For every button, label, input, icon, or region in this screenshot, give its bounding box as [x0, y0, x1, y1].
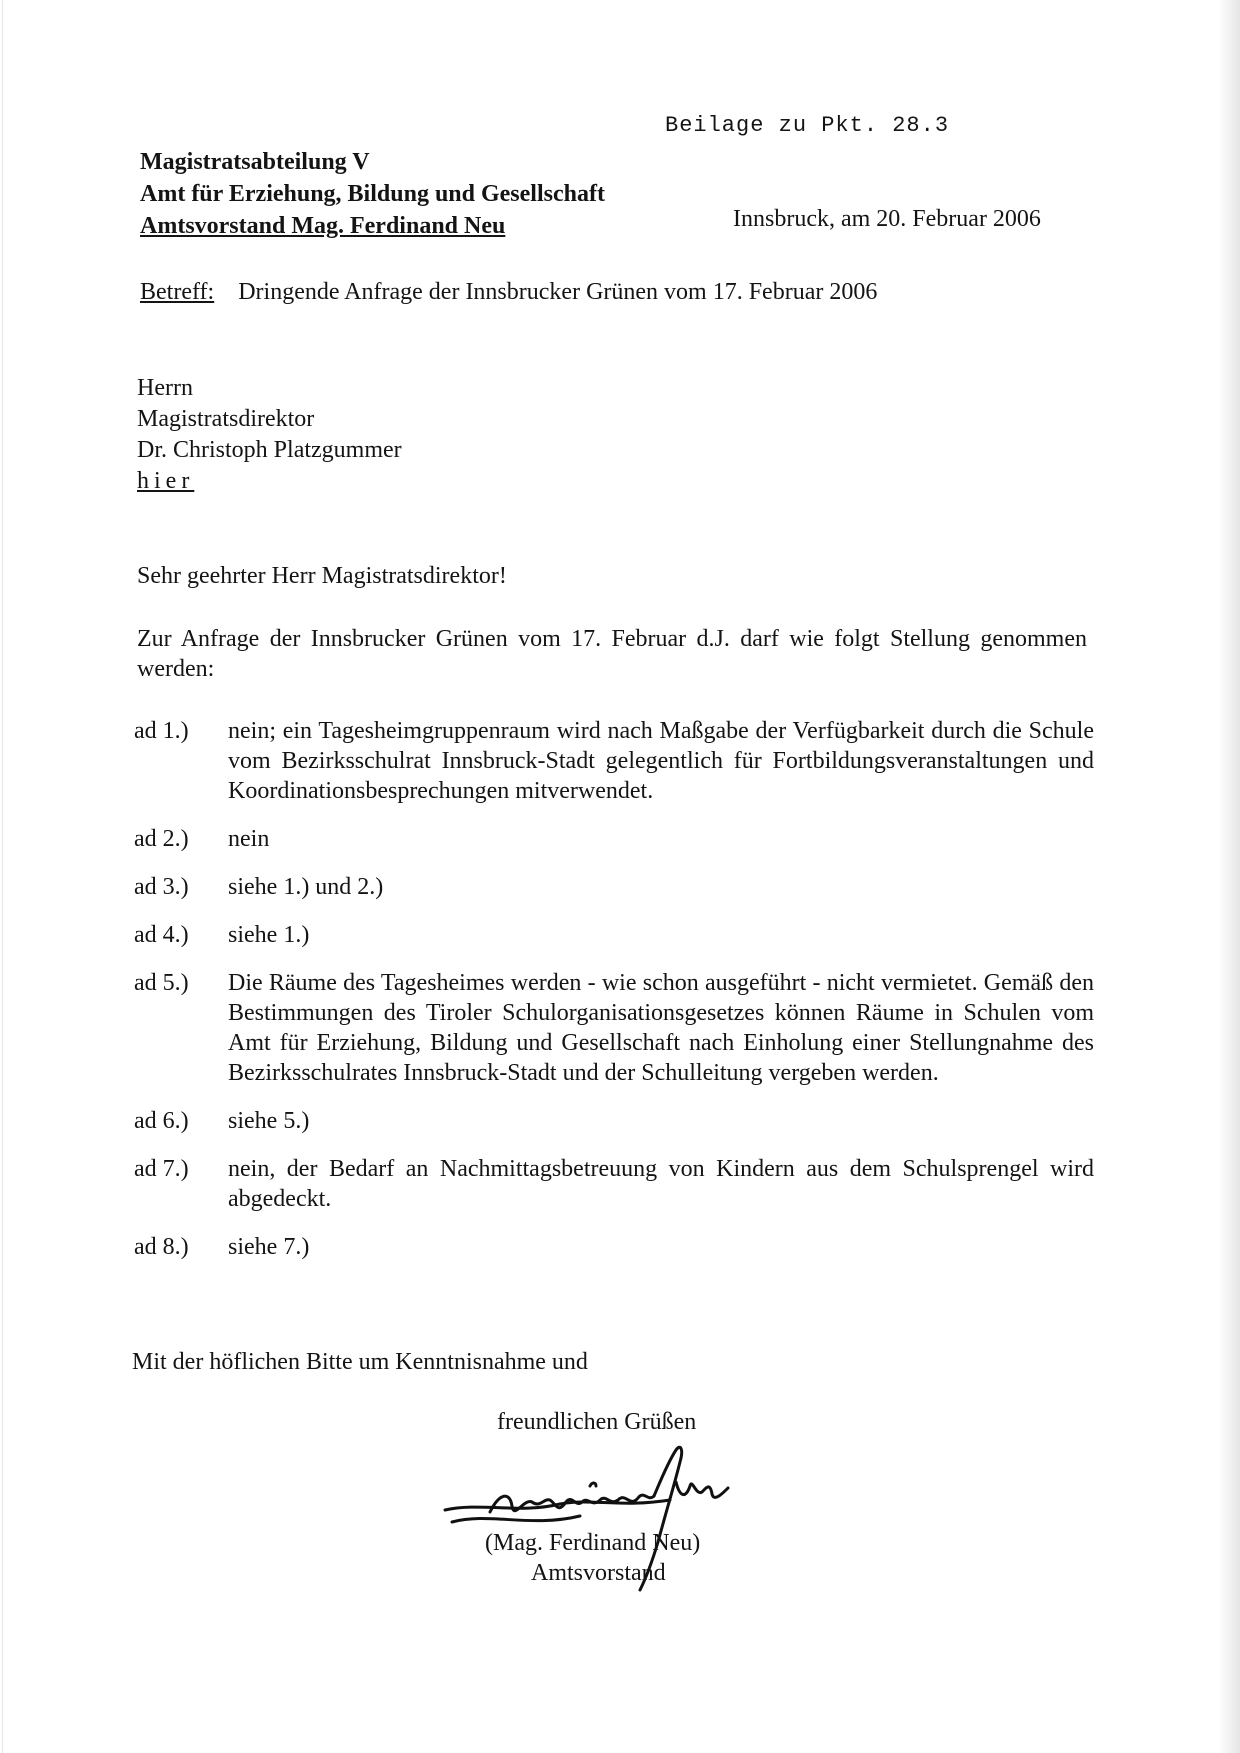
answer-text: nein, der Bedarf an Nachmittagsbetreuung von Kindern aus dem Schulsprengel wird abgedeckt. — [228, 1156, 1094, 1212]
answer-text: siehe 5.) — [228, 1108, 310, 1134]
signatory-title: Amtsvorstand — [531, 1560, 666, 1586]
recipient-line: Magistratsdirektor — [137, 406, 315, 432]
answer-label: ad 1.) — [134, 718, 189, 744]
attachment-note: Beilage zu Pkt. 28.3 — [665, 113, 950, 138]
subject-text: Dringende Anfrage der Innsbrucker Grünen vom 17. Februar 2006 — [238, 279, 878, 305]
signatory-name: (Mag. Ferdinand Neu) — [485, 1530, 701, 1556]
answer-label: ad 3.) — [134, 874, 189, 900]
answer-item — [134, 1154, 1094, 1214]
subject-line — [140, 279, 877, 306]
scan-edge-line — [2, 0, 3, 1753]
sender-department: Magistratsabteilung V — [140, 149, 370, 175]
answer-text: Die Räume des Tagesheimes werden - wie schon ausgeführt - nicht vermietet. Gemäß den Bestimmungen des Tiroler Schulorganisationsgesetzes können Räume in Schulen vom Amt für Erziehung, Bildung und Gesellschaft nach Einholung einer Stellungnahme des Bezirksschulrates Innsbruck-Stadt und der Schulleitung vergeben werden. — [228, 970, 1094, 1086]
sender-head: Amtsvorstand Mag. Ferdinand Neu — [140, 213, 506, 239]
answer-label: ad 8.) — [134, 1234, 189, 1260]
answer-item — [134, 968, 1094, 1088]
answer-list — [134, 716, 1094, 1280]
answer-text: nein; ein Tagesheimgruppenraum wird nach Maßgabe der Verfügbarkeit durch die Schule vom Bezirksschulrat Innsbruck-Stadt gelegentlich für Fortbildungsveranstaltungen und Koordinationsbesprechungen mitverwendet. — [228, 718, 1094, 804]
answer-label: ad 2.) — [134, 826, 189, 852]
answer-item — [134, 1106, 1094, 1136]
answer-item — [134, 824, 1094, 854]
answer-text: siehe 1.) — [228, 922, 310, 948]
sender-block — [140, 146, 605, 242]
answer-item — [134, 872, 1094, 902]
scan-edge-shadow — [1218, 0, 1240, 1753]
place-date: Innsbruck, am 20. Februar 2006 — [733, 206, 1041, 232]
answer-label: ad 4.) — [134, 922, 189, 948]
answer-item — [134, 716, 1094, 806]
subject-label: Betreff: — [140, 279, 215, 305]
intro-paragraph: Zur Anfrage der Innsbrucker Grünen vom 17. Februar d.J. darf wie folgt Stellung genommen werden: — [137, 626, 1087, 682]
recipient-line-hier: hier — [137, 468, 195, 494]
answer-item — [134, 920, 1094, 950]
sender-office: Amt für Erziehung, Bildung und Gesellschaft — [140, 181, 605, 207]
greeting-line: freundlichen Grüßen — [497, 1409, 697, 1435]
answer-label: ad 7.) — [134, 1156, 189, 1182]
answer-text: nein — [228, 826, 270, 852]
recipient-line: Herrn — [137, 375, 193, 401]
answer-label: ad 6.) — [134, 1108, 189, 1134]
answer-text: siehe 7.) — [228, 1234, 310, 1260]
recipient-line: Dr. Christoph Platzgummer — [137, 437, 402, 463]
answer-item — [134, 1232, 1094, 1262]
recipient-address — [137, 373, 402, 497]
closing-line: Mit der höflichen Bitte um Kenntnisnahme und — [132, 1349, 588, 1375]
salutation: Sehr geehrter Herr Magistratsdirektor! — [137, 563, 507, 589]
answer-label: ad 5.) — [134, 970, 189, 996]
answer-text: siehe 1.) und 2.) — [228, 874, 384, 900]
